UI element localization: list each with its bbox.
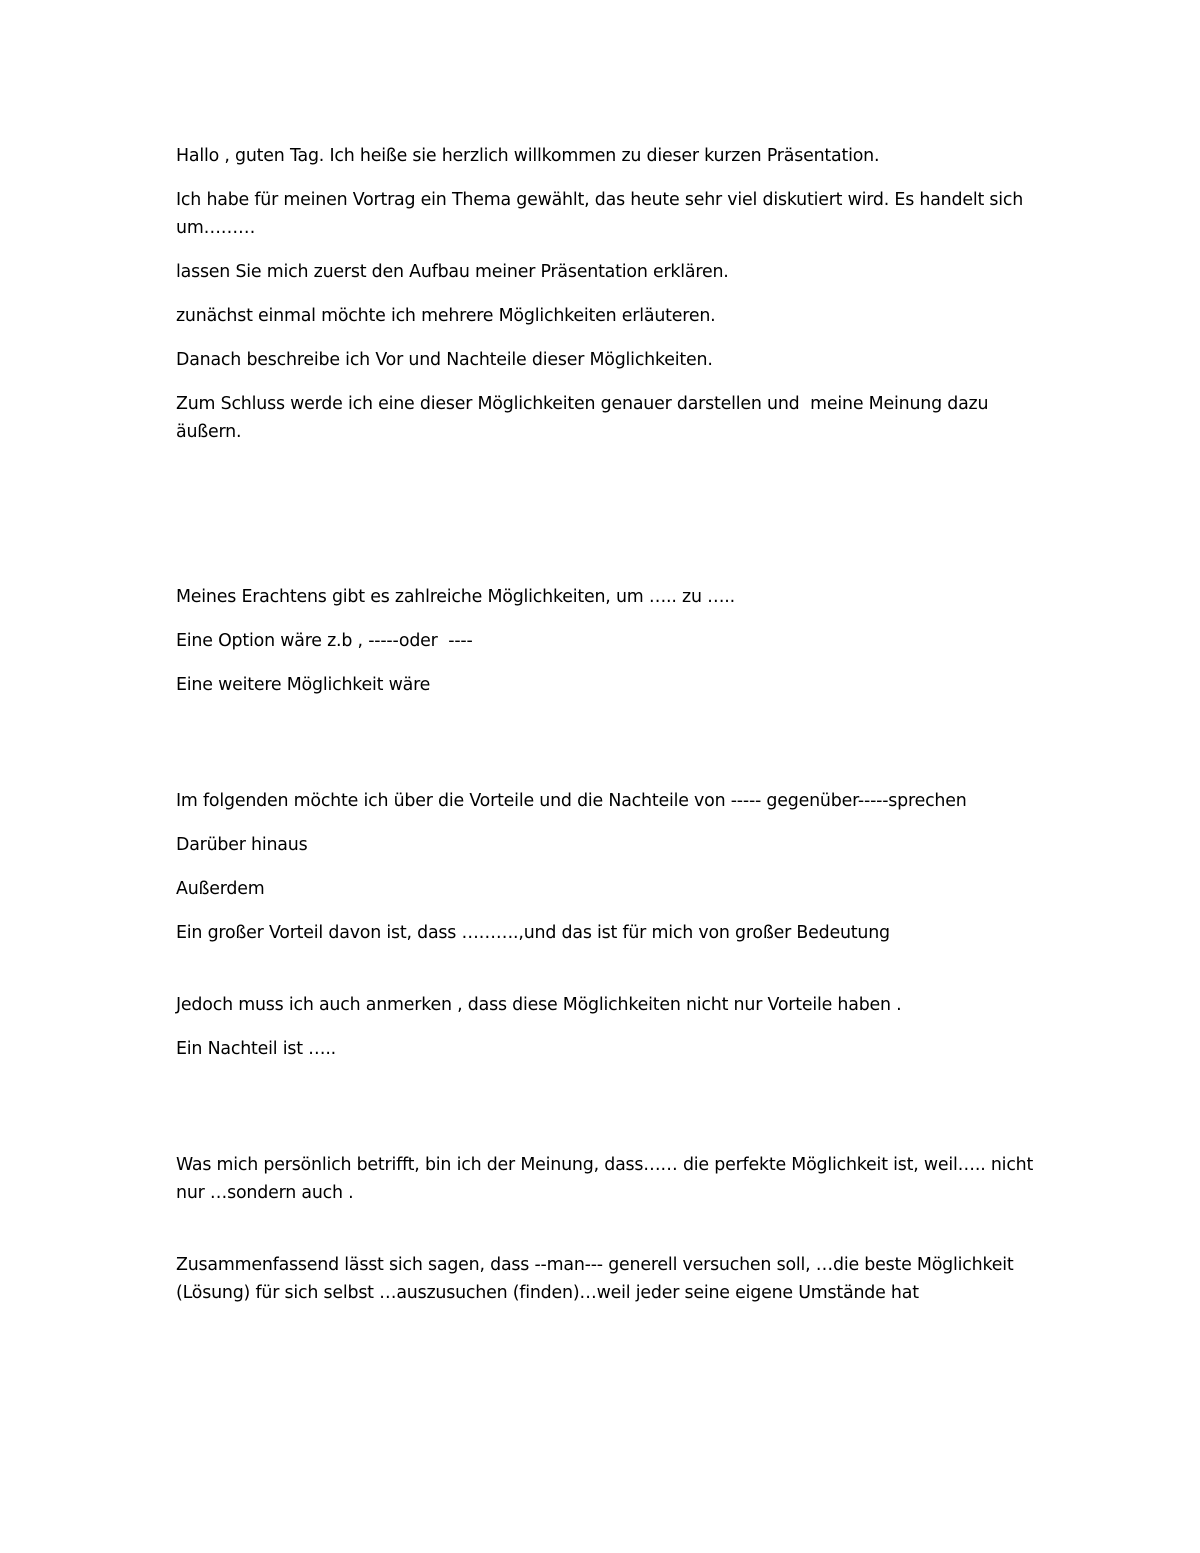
section-options xyxy=(176,583,1036,699)
conclusion-paragraph: Zusammenfassend lässt sich sagen, dass --man--- generell versuchen soll, …die beste Möglichkeit (Lösung) für sich selbst …auszusuchen (finden)…weil jeder seine eigene Umstände hat xyxy=(176,1255,1019,1303)
structure-paragraph: lassen Sie mich zuerst den Aufbau meiner Präsentation erklären. xyxy=(176,262,729,282)
section-advantages xyxy=(176,787,1036,947)
furthermore-paragraph: Darüber hinaus xyxy=(176,835,308,855)
option-two-paragraph: Eine weitere Möglichkeit wäre xyxy=(176,675,431,695)
final-step-paragraph: Zum Schluss werde ich eine dieser Möglichkeiten genauer darstellen und meine Meinung dazu äußern. xyxy=(176,394,994,442)
topic-paragraph: Ich habe für meinen Vortrag ein Thema gewählt, das heute sehr viel diskutiert wird. Es handelt sich um……… xyxy=(176,190,1029,238)
however-paragraph: Jedoch muss ich auch anmerken , dass diese Möglichkeiten nicht nur Vorteile haben . xyxy=(176,995,902,1015)
greeting-paragraph: Hallo , guten Tag. Ich heiße sie herzlich willkommen zu dieser kurzen Präsentation. xyxy=(176,146,880,166)
disadvantage-paragraph: Ein Nachteil ist ….. xyxy=(176,1039,337,1059)
section-intro xyxy=(176,142,1036,446)
options-intro-paragraph: Meines Erachtens gibt es zahlreiche Möglichkeiten, um ….. zu ….. xyxy=(176,587,735,607)
opinion-paragraph: Was mich persönlich betrifft, bin ich der Meinung, dass…… die perfekte Möglichkeit ist, weil….. nicht nur …sondern auch . xyxy=(176,1155,1039,1203)
document-body xyxy=(176,142,1039,1323)
big-advantage-paragraph: Ein großer Vorteil davon ist, dass ……….,und das ist für mich von großer Bedeutung xyxy=(176,923,890,943)
second-step-paragraph: Danach beschreibe ich Vor und Nachteile dieser Möglichkeiten. xyxy=(176,350,713,370)
first-step-paragraph: zunächst einmal möchte ich mehrere Möglichkeiten erläuteren. xyxy=(176,306,716,326)
option-one-paragraph: Eine Option wäre z.b , -----oder ---- xyxy=(176,631,473,651)
besides-paragraph: Außerdem xyxy=(176,879,265,899)
section-opinion xyxy=(176,1151,1039,1207)
section-disadvantages xyxy=(176,991,1036,1063)
section-conclusion xyxy=(176,1251,1036,1307)
advantages-intro-paragraph: Im folgenden möchte ich über die Vorteile und die Nachteile von ----- gegenüber-----sprechen xyxy=(176,791,967,811)
